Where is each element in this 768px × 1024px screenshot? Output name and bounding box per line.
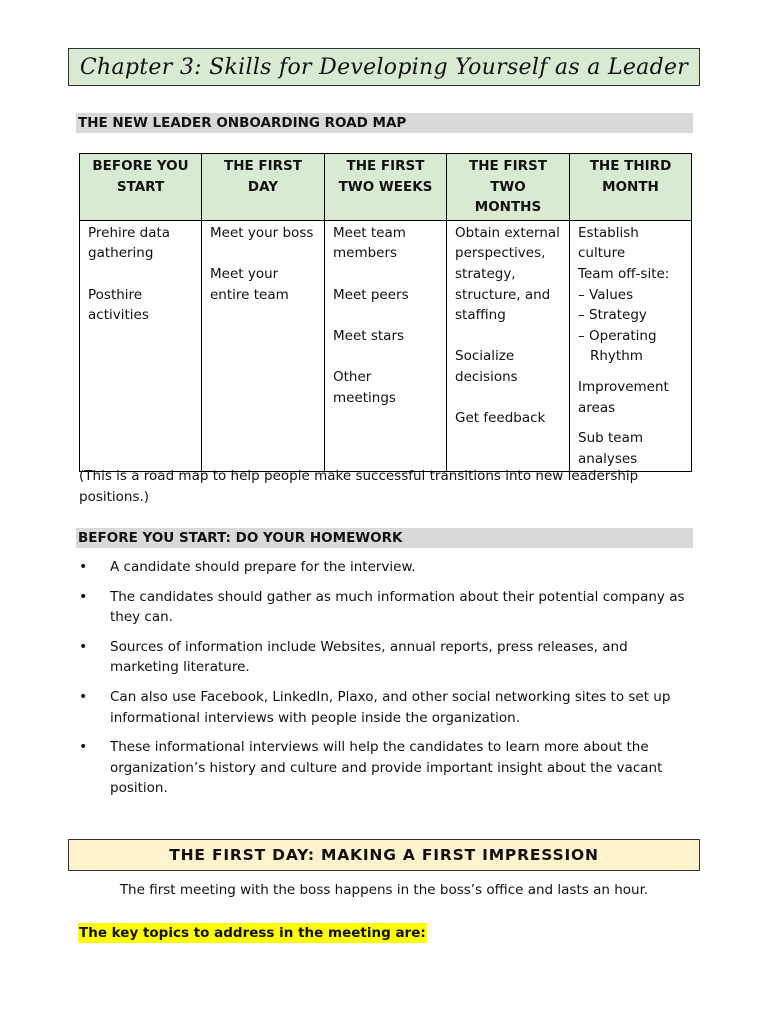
- list-item-text: These informational interviews will help the candidates to learn more about the organization’s history and culture and provide important insight about the vacant position.: [110, 739, 663, 797]
- bullet-icon: •: [79, 588, 88, 605]
- table-header-row: [80, 154, 692, 221]
- cell-item: Get feedback: [455, 410, 546, 427]
- cell-item: Prehire data gathering: [88, 224, 171, 262]
- table-row: [80, 220, 692, 472]
- third-month-cell: [570, 220, 692, 472]
- key-topics-text: The key topics to address in the meeting are:: [79, 925, 426, 941]
- cell-item: – Strategy: [578, 307, 647, 324]
- cell-item: Meet team members: [333, 224, 406, 262]
- list-item-text: A candidate should prepare for the interview.: [110, 559, 416, 575]
- cell-item: Rhythm: [590, 348, 643, 365]
- cell-item: Meet your boss: [210, 224, 314, 241]
- cell-item: Socialize decisions: [455, 348, 518, 385]
- cell-item: Meet your entire team: [210, 265, 289, 303]
- chapter-title: Chapter 3: Skills for Developing Yourself as a Leader: [68, 48, 700, 86]
- table-header-cell: THE FIRST TWO MONTHS: [447, 154, 570, 221]
- cell-item: Sub team analyses: [578, 430, 644, 467]
- bullet-icon: •: [79, 638, 88, 655]
- table-header-cell: THE FIRST TWO WEEKS: [325, 154, 447, 221]
- first-two-weeks-cell: [325, 220, 447, 472]
- roadmap-note: (This is a road map to help people make successful transitions into new leadership positions.): [79, 468, 639, 505]
- roadmap-table: [79, 153, 692, 472]
- cell-item: Meet stars: [333, 327, 405, 344]
- cell-item: Meet peers: [333, 286, 409, 303]
- list-item: [79, 557, 689, 578]
- bullet-icon: •: [79, 739, 88, 756]
- bullet-icon: •: [79, 559, 88, 575]
- homework-heading: BEFORE YOU START: DO YOUR HOMEWORK: [76, 528, 693, 548]
- list-item-text: The candidates should gather as much information about their potential company as they can.: [110, 588, 685, 626]
- cell-item: Establish culture: [578, 224, 639, 262]
- roadmap-heading: THE NEW LEADER ONBOARDING ROAD MAP: [76, 113, 693, 133]
- list-item: [79, 687, 689, 728]
- cell-item: Posthire activities: [88, 286, 149, 324]
- table-header-cell: BEFORE YOU START: [80, 154, 202, 221]
- first-meeting-text: The first meeting with the boss happens in the boss’s office and lasts an hour.: [119, 882, 649, 898]
- cell-item: – Values: [578, 286, 634, 303]
- list-item-text: Sources of information include Websites, annual reports, press releases, and marketing literature.: [110, 638, 628, 676]
- list-item: [79, 637, 689, 678]
- bullet-icon: •: [79, 688, 88, 705]
- cell-item: Improvement areas: [578, 378, 669, 416]
- list-item: [79, 587, 689, 628]
- first-day-heading: THE FIRST DAY: MAKING A FIRST IMPRESSION: [68, 839, 700, 871]
- first-day-cell: [202, 220, 325, 472]
- first-two-months-cell: [447, 220, 570, 472]
- cell-item: Team off-site:: [578, 265, 670, 282]
- before-you-start-cell: [80, 220, 202, 472]
- table-header-cell: THE FIRST DAY: [202, 154, 325, 221]
- table-header-cell: THE THIRD MONTH: [570, 154, 692, 221]
- list-item-text: Can also use Facebook, LinkedIn, Plaxo, and other social networking sites to set up informational interviews with people inside the organization.: [110, 688, 671, 726]
- cell-item: Obtain external perspectives, strategy, structure, and staffing: [455, 224, 560, 324]
- cell-item: Other meetings: [333, 368, 396, 406]
- cell-item: – Operating: [578, 327, 657, 344]
- list-item: [79, 737, 689, 799]
- homework-bullet-list: [79, 557, 689, 808]
